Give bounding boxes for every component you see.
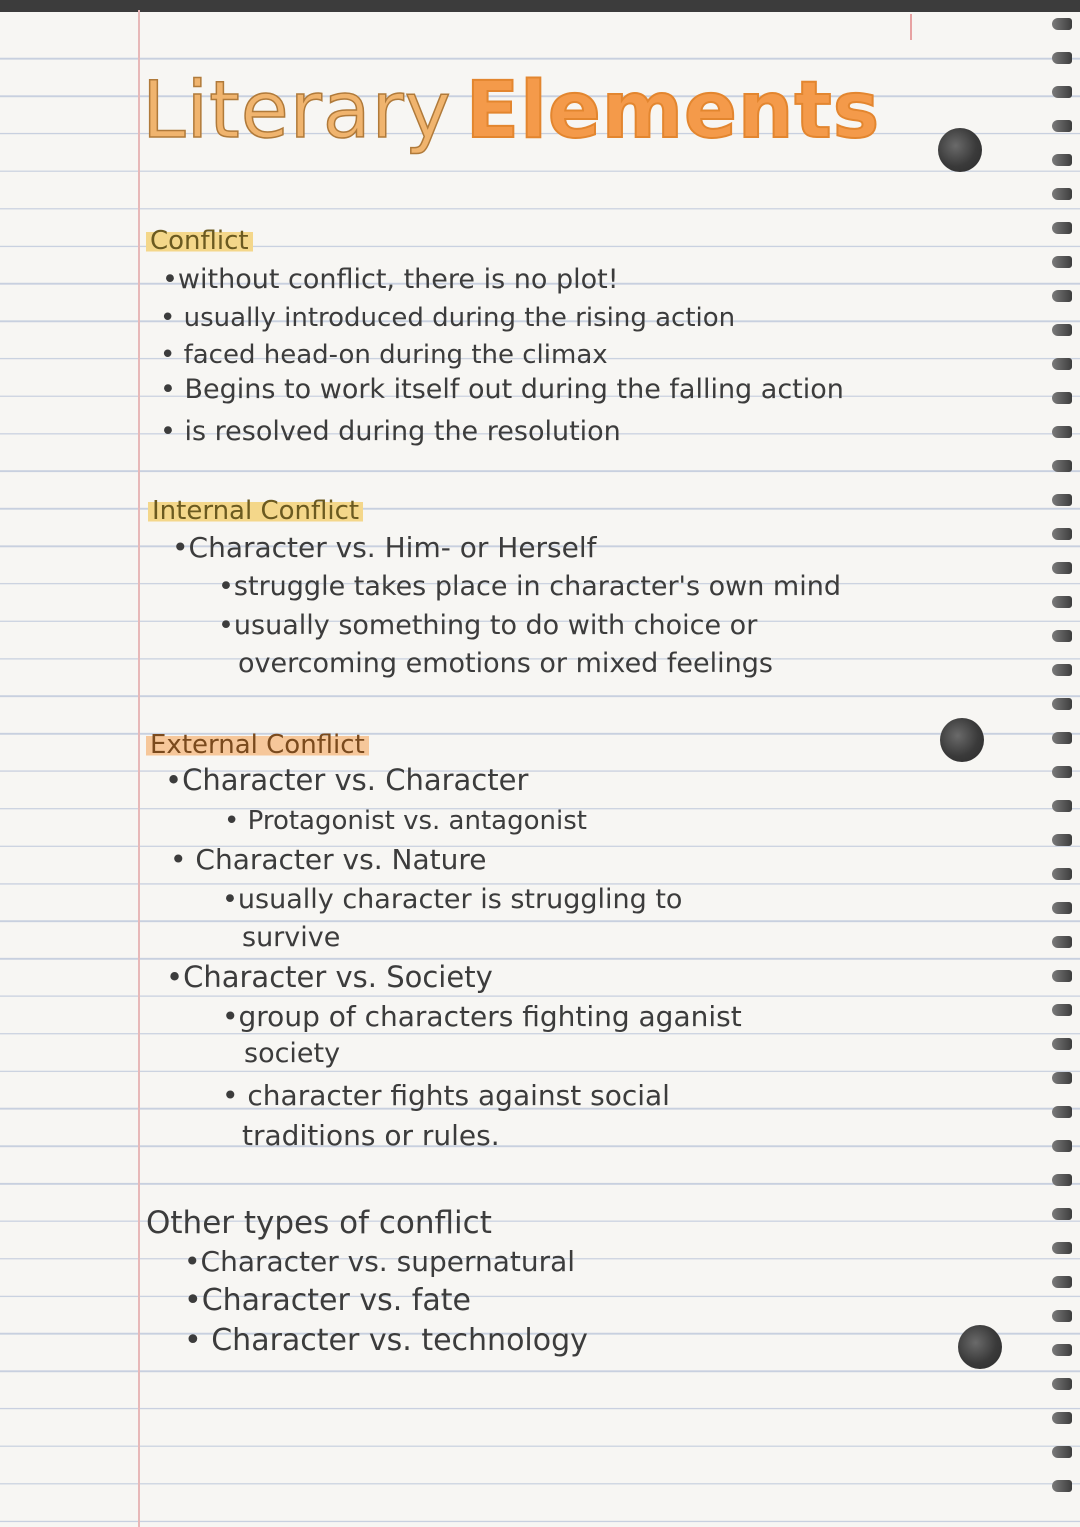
spiral-ring	[1052, 460, 1072, 472]
conflict-heading: Conflict	[146, 226, 253, 256]
spiral-ring	[1052, 256, 1072, 268]
conflict-line: •without conflict, there is no plot!	[162, 264, 619, 295]
spiral-ring	[1052, 630, 1072, 642]
spiral-ring	[1052, 1310, 1072, 1322]
spiral-ring	[1052, 1276, 1072, 1288]
margin-line	[138, 10, 140, 1527]
external-line: •Character vs. Character	[165, 763, 529, 797]
title-word-literary: Literary	[142, 66, 452, 156]
spiral-ring	[1052, 120, 1072, 132]
spiral-ring	[1052, 1072, 1072, 1084]
spiral-ring	[1052, 1140, 1072, 1152]
spiral-ring	[1052, 1208, 1072, 1220]
internal-conflict-heading: Internal Conflict	[148, 496, 363, 526]
external-line: •usually character is struggling to	[222, 884, 683, 915]
spiral-ring	[1052, 1344, 1072, 1356]
spiral-ring	[1052, 290, 1072, 302]
spiral-ring	[1052, 222, 1072, 234]
internal-line: •usually something to do with choice or	[218, 610, 758, 641]
other-line: •Character vs. fate	[184, 1283, 471, 1318]
spiral-ring	[1052, 562, 1072, 574]
conflict-line: • is resolved during the resolution	[160, 416, 621, 447]
spiral-ring	[1052, 1412, 1072, 1424]
page-title	[142, 66, 881, 156]
external-line: •group of characters fighting aganist	[222, 1000, 742, 1033]
spiral-ring	[1052, 86, 1072, 98]
punch-hole-middle	[940, 718, 984, 762]
spiral-ring	[1052, 392, 1072, 404]
spiral-ring	[1052, 188, 1072, 200]
title-word-elements: Elements	[465, 66, 881, 156]
spiral-ring	[1052, 936, 1072, 948]
spiral-ring	[1052, 1038, 1072, 1050]
spiral-binding	[1034, 10, 1080, 1527]
external-line: •Character vs. Society	[166, 960, 493, 994]
spiral-ring	[1052, 902, 1072, 914]
conflict-line: • Begins to work itself out during the falling action	[160, 374, 844, 405]
spiral-ring	[1052, 834, 1072, 846]
spiral-ring	[1052, 324, 1072, 336]
spiral-ring	[1052, 426, 1072, 438]
page-top-edge	[0, 0, 1080, 12]
internal-line: •Character vs. Him- or Herself	[172, 531, 597, 564]
other-line: •Character vs. supernatural	[184, 1245, 576, 1278]
external-conflict-heading: External Conflict	[146, 730, 369, 760]
conflict-line: • faced head-on during the climax	[160, 340, 608, 370]
external-line: traditions or rules.	[242, 1119, 500, 1152]
spiral-ring	[1052, 766, 1072, 778]
spiral-ring	[1052, 1378, 1072, 1390]
spiral-ring	[1052, 18, 1072, 30]
spiral-ring	[1052, 596, 1072, 608]
spiral-ring	[1052, 358, 1072, 370]
external-line: • character fights against social	[222, 1079, 670, 1112]
internal-line: overcoming emotions or mixed feelings	[238, 648, 773, 679]
spiral-ring	[1052, 494, 1072, 506]
external-line: • Character vs. Nature	[170, 843, 487, 876]
spiral-ring	[1052, 52, 1072, 64]
spiral-ring	[1052, 1004, 1072, 1016]
other-line: • Character vs. technology	[184, 1323, 588, 1358]
punch-hole-bottom	[958, 1325, 1002, 1369]
spiral-ring	[1052, 154, 1072, 166]
spiral-ring	[1052, 528, 1072, 540]
spiral-ring	[1052, 664, 1072, 676]
spiral-ring	[1052, 868, 1072, 880]
external-line: survive	[242, 922, 341, 953]
punch-hole-top	[938, 128, 982, 172]
spiral-ring	[1052, 1174, 1072, 1186]
other-types-heading: Other types of conflict	[146, 1205, 492, 1241]
internal-line: •struggle takes place in character's own mind	[218, 571, 841, 602]
spiral-ring	[1052, 970, 1072, 982]
spiral-ring	[1052, 698, 1072, 710]
spiral-ring	[1052, 1106, 1072, 1118]
margin-tick	[910, 14, 912, 40]
conflict-line: • usually introduced during the rising action	[160, 303, 736, 333]
external-line: society	[244, 1038, 341, 1069]
spiral-ring	[1052, 1480, 1072, 1492]
spiral-ring	[1052, 732, 1072, 744]
spiral-ring	[1052, 1446, 1072, 1458]
spiral-ring	[1052, 1242, 1072, 1254]
external-line: • Protagonist vs. antagonist	[224, 806, 587, 836]
spiral-ring	[1052, 800, 1072, 812]
